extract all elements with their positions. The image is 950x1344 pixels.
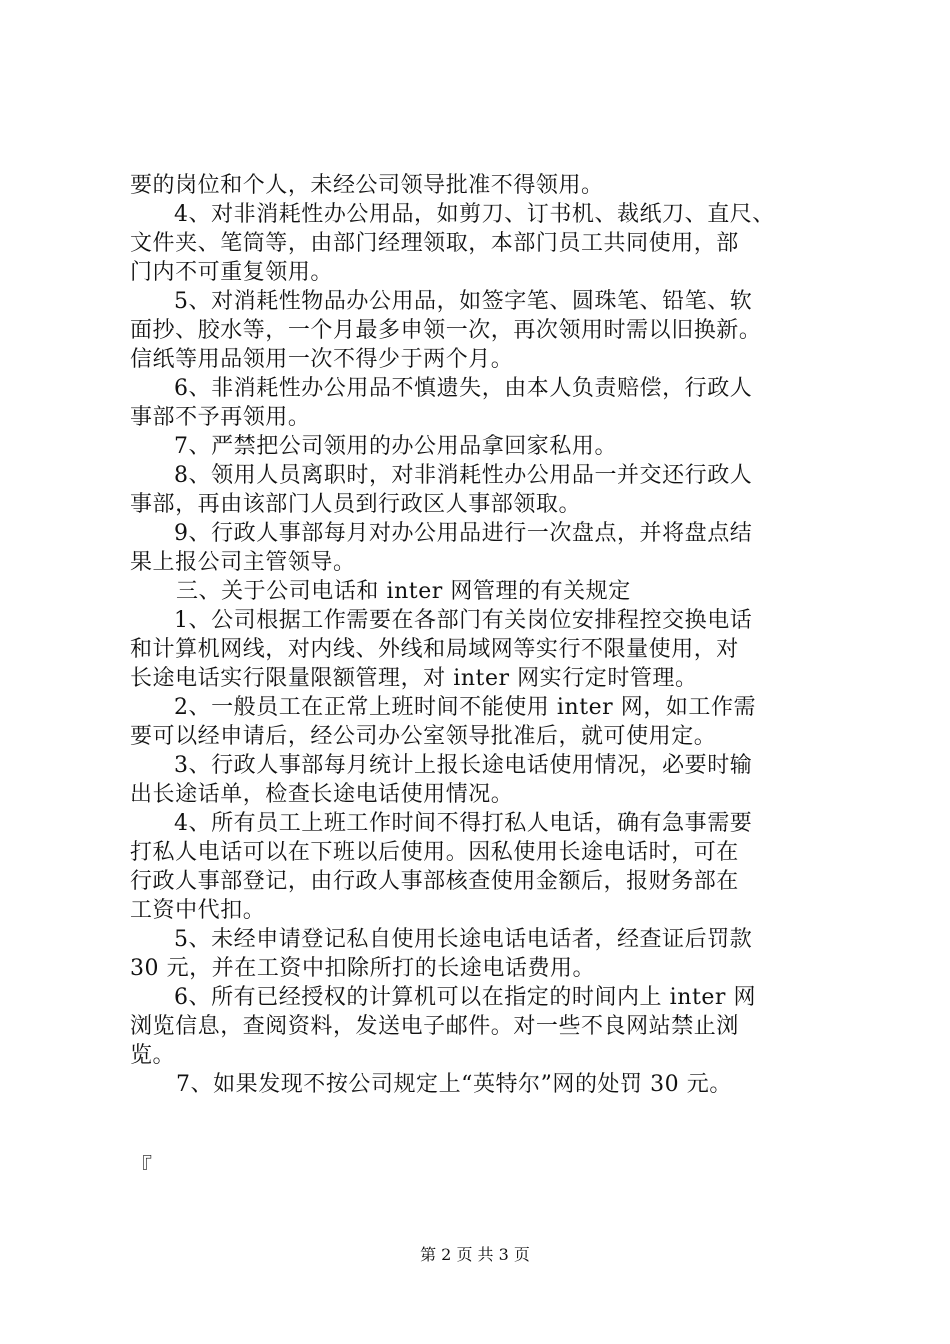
- text-line: 览。: [130, 1043, 176, 1068]
- text-line: 行政人事部登记，由行政人事部核查使用金额后，报财务部在: [130, 869, 739, 894]
- text-line: 工资中代扣。: [130, 898, 266, 923]
- section-heading: 三、关于公司电话和 inter 网管理的有关规定: [176, 579, 631, 604]
- page-footer: 第 2 页 共 3 页: [420, 1245, 530, 1264]
- text-line: 出长途话单，检查长途电话使用情况。: [130, 782, 514, 807]
- text-line: 5、对消耗性物品办公用品，如签字笔、圆珠笔、铅笔、软: [174, 289, 753, 314]
- text-line: 8、领用人员离职时，对非消耗性办公用品一并交还行政人: [174, 463, 753, 488]
- text-line: 门内不可重复领用。: [130, 260, 333, 285]
- text-line: 文件夹、笔筒等，由部门经理领取，本部门员工共同使用，部: [130, 231, 739, 256]
- text-line: 7、严禁把公司领用的办公用品拿回家私用。: [174, 434, 617, 459]
- text-line: 长途电话实行限量限额管理，对 inter 网实行定时管理。: [130, 666, 698, 691]
- text-line: 要的岗位和个人，未经公司领导批准不得领用。: [130, 173, 604, 198]
- text-line: 事部不予再领用。: [130, 405, 311, 430]
- text-line: 2、一般员工在正常上班时间不能使用 inter 网，如工作需: [174, 695, 757, 720]
- text-line: 4、所有员工上班工作时间不得打私人电话，确有急事需要: [174, 811, 753, 836]
- bracket-mark: 『: [130, 1155, 153, 1180]
- text-line: 6、非消耗性办公用品不慎遗失，由本人负责赔偿，行政人: [174, 376, 753, 401]
- text-line: 9、行政人事部每月对办公用品进行一次盘点，并将盘点结: [174, 521, 753, 546]
- text-line: 7、如果发现不按公司规定上“英特尔”网的处罚 30 元。: [176, 1072, 732, 1097]
- text-line: 浏览信息，查阅资料，发送电子邮件。对一些不良网站禁止浏: [130, 1014, 739, 1039]
- text-line: 和计算机网线，对内线、外线和局域网等实行不限量使用，对: [130, 637, 739, 662]
- text-line: 信纸等用品领用一次不得少于两个月。: [130, 347, 514, 372]
- text-line: 面抄、胶水等，一个月最多申领一次，再次领用时需以旧换新。: [130, 318, 762, 343]
- text-line: 6、所有已经授权的计算机可以在指定的时间内上 inter 网: [174, 985, 757, 1010]
- text-line: 事部，再由该部门人员到行政区人事部领取。: [130, 492, 582, 517]
- text-line: 3、行政人事部每月统计上报长途电话使用情况，必要时输: [174, 753, 753, 778]
- text-line: 30 元，并在工资中扣除所打的长途电话费用。: [130, 956, 596, 981]
- text-line: 果上报公司主管领导。: [130, 550, 356, 575]
- text-line: 1、公司根据工作需要在各部门有关岗位安排程控交换电话: [174, 608, 753, 633]
- text-line: 5、未经申请登记私自使用长途电话电话者，经查证后罚款: [174, 927, 753, 952]
- text-line: 4、对非消耗性办公用品，如剪刀、订书机、裁纸刀、直尺、: [174, 202, 775, 227]
- document-body: [130, 171, 830, 1099]
- text-line: 打私人电话可以在下班以后使用。因私使用长途电话时，可在: [130, 840, 739, 865]
- text-line: 要可以经申请后，经公司办公室领导批准后，就可使用定。: [130, 724, 717, 749]
